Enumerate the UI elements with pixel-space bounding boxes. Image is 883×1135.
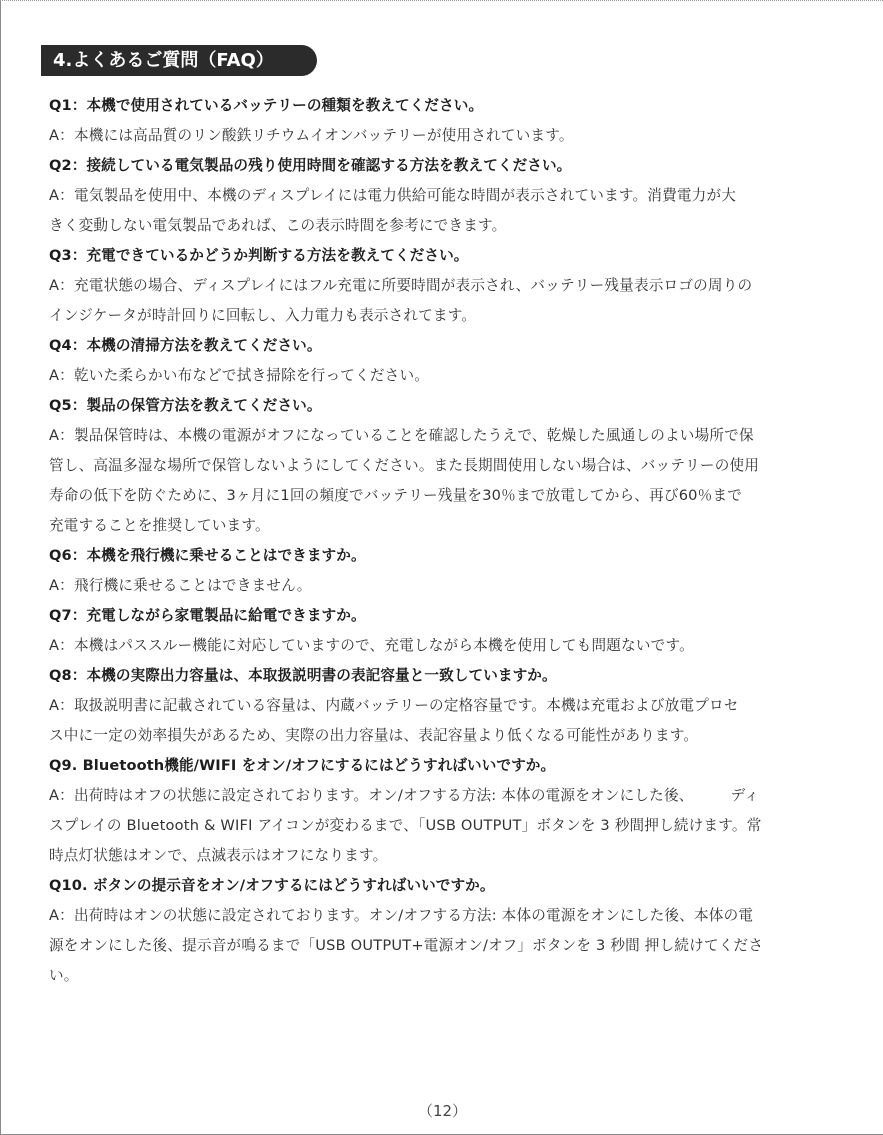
faq-item-q1 <box>49 91 839 151</box>
answer-line: ス中に一定の効率損失があるため、実際の出力容量は、表記容量より低くなる可能性があります。 <box>49 727 699 744</box>
faq-answer <box>49 571 839 601</box>
answer-line: い。 <box>49 967 79 984</box>
faq-answer <box>49 121 839 151</box>
faq-question: Q1：本機で使用されているバッテリーの種類を教えてください。 <box>49 97 484 114</box>
answer-line: A：本機はパススルー機能に対応していますので、充電しながら本機を使用しても問題ないです。 <box>49 637 694 654</box>
answer-line: A：電気製品を使用中、本機のディスプレイには電力供給可能な時間が表示されています。消費電力が大 <box>49 187 737 204</box>
faq-item-q9 <box>49 751 839 871</box>
section-title: 4.よくあるご質問（FAQ） <box>41 45 317 76</box>
answer-line: A：本機には高品質のリン酸鉄リチウムイオンバッテリーが使用されています。 <box>49 127 574 144</box>
answer-line: A：乾いた柔らかい布などで拭き掃除を行ってください。 <box>49 367 430 384</box>
faq-item-q4 <box>49 331 839 391</box>
faq-item-q7 <box>49 601 839 661</box>
faq-item-q10 <box>49 871 839 991</box>
faq-question: Q7：充電しながら家電製品に給電できますか。 <box>49 607 366 624</box>
faq-question: Q6：本機を飛行機に乗せることはできますか。 <box>49 547 366 564</box>
answer-line: 管し、高温多湿な場所で保管しないようにしてください。また長期間使用しない場合は、バッテリーの使用 <box>49 457 760 474</box>
faq-item-q3 <box>49 241 839 331</box>
answer-line: インジケータが時計回りに回転し、入力電力も表示されてます。 <box>49 307 477 324</box>
faq-answer <box>49 181 839 241</box>
faq-item-q6 <box>49 541 839 601</box>
faq-answer <box>49 691 839 751</box>
answer-line: スプレイの Bluetooth & WIFI アイコンが変わるまで、「USB OUTPUT」ボタンを 3 秒間押し続けます。常 <box>49 817 762 834</box>
faq-question: Q4：本機の清掃方法を教えてください。 <box>49 337 322 354</box>
answer-line: A：飛行機に乗せることはできません。 <box>49 577 312 594</box>
faq-question: Q2：接続している電気製品の残り使用時間を確認する方法を教えてください。 <box>49 157 572 174</box>
answer-line: A：取扱説明書に記載されている容量は、内蔵バッテリーの定格容量です。本機は充電および放電プロセ <box>49 697 739 714</box>
faq-answer <box>49 781 839 871</box>
faq-answer <box>49 421 839 541</box>
faq-item-q5 <box>49 391 839 541</box>
faq-answer <box>49 631 839 661</box>
answer-line: 源をオンにした後、提示音が鳴るまで「USB OUTPUT+電源オン/オフ」ボタンを 3 秒間 押し続けてくださ <box>49 937 764 954</box>
faq-question: Q10. ボタンの提示音をオン/オフするにはどうすればいいですか。 <box>49 877 495 894</box>
faq-question: Q5：製品の保管方法を教えてください。 <box>49 397 322 414</box>
faq-answer <box>49 361 839 391</box>
faq-question: Q8：本機の実際出力容量は、本取扱説明書の表記容量と一致していますか。 <box>49 667 557 684</box>
answer-line: 寿命の低下を防ぐために、3ヶ月に1回の頻度でバッテリー残量を30％まで放電してから、再び60％まで <box>49 487 743 504</box>
faq-question: Q9. Bluetooth機能/WIFI をオン/オフにするにはどうすればいいですか。 <box>49 757 556 774</box>
page-number: （12） <box>417 1102 468 1120</box>
faq-answer <box>49 271 839 331</box>
faq-answer <box>49 901 839 991</box>
faq-question: Q3：充電できているかどうか判断する方法を教えてください。 <box>49 247 469 264</box>
answer-line: 時点灯状態はオンで、点滅表示はオフになります。 <box>49 847 388 864</box>
answer-line: A：製品保管時は、本機の電源がオフになっていることを確認したうえで、乾燥した風通しのよい場所で保 <box>49 427 754 444</box>
answer-line: 充電することを推奨しています。 <box>49 517 270 534</box>
faq-list <box>49 91 839 991</box>
answer-line: A：出荷時はオフの状態に設定されております。オン/オフする方法: 本体の電源をオンにした後、 ディ <box>49 787 760 804</box>
faq-item-q2 <box>49 151 839 241</box>
faq-item-q8 <box>49 661 839 751</box>
answer-line: きく変動しない電気製品であれば、この表示時間を参考にできます。 <box>49 217 507 234</box>
answer-line: A：出荷時はオンの状態に設定されております。オン/オフする方法: 本体の電源をオンにした後、本体の電 <box>49 907 754 924</box>
answer-line: A：充電状態の場合、ディスプレイにはフル充電に所要時間が表示され、バッテリー残量表示ロゴの周りの <box>49 277 753 294</box>
